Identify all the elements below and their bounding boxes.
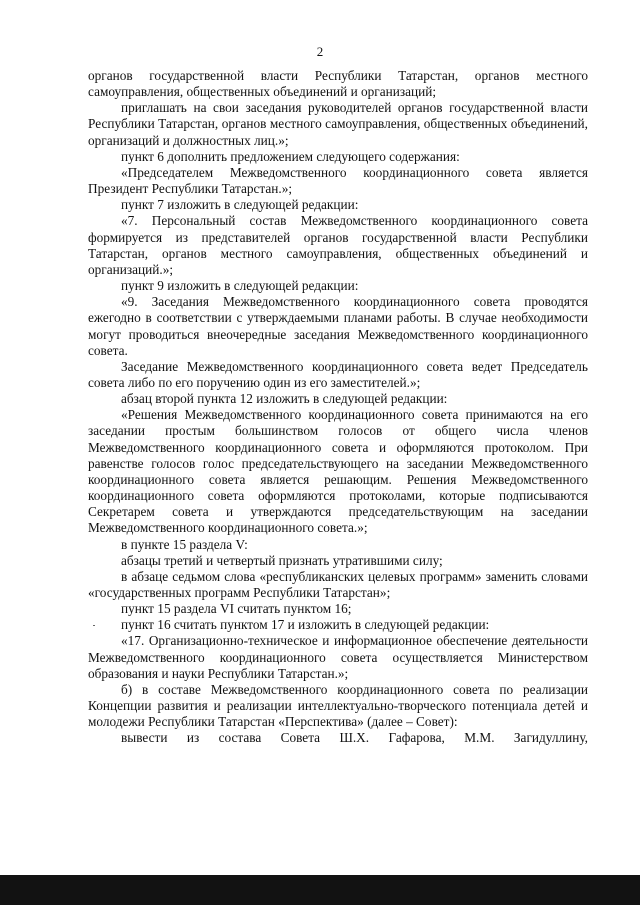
paragraph: «Решения Межведомственного координационного совета принимаются на его заседании простым большинством голосов от общего числа членов Межведомственного координационного совета и оформляются протоколом. При равенстве голосов голос председательствующего на заседании Межведомственного координационного совета является решающим. Решения Межведомственного координационного совета оформляются протоколами, которые подписываются Секретарем совета и утверждаются председательствующим на заседании Межведомственного координационного совета.»; [88, 407, 588, 536]
page-number: 2 [316, 44, 324, 59]
paragraph: пункт 15 раздела VI считать пунктом 16; [121, 601, 352, 617]
paragraph: в пункте 15 раздела V: [121, 536, 248, 552]
paragraph: «9. Заседания Межведомственного координационного совета проводятся ежегодно в соответствии с утверждаемыми планами работы. В случае необходимости могут проводиться внеочередные заседания Межведомственного координационного совета. [88, 294, 588, 358]
paragraph: в абзаце седьмом слова «республиканских целевых программ» заменить словами «государственных программ Республики Татарстан»; [88, 568, 588, 600]
paragraph: пункт 16 считать пунктом 17 и изложить в следующей редакции: [121, 617, 490, 633]
paragraph: вывести из состава Совета Ш.Х. Гафарова, М.М. Загидуллину, [121, 730, 588, 746]
paragraph: пункт 7 изложить в следующей редакции: [121, 197, 359, 213]
document-body [88, 68, 588, 747]
paragraph: «7. Персональный состав Межведомственного координационного совета формируется из представителей органов государственной власти Республики Татарстан, органов местного самоуправления, общественных объединений и организаций.»; [88, 213, 588, 277]
paragraph: абзац второй пункта 12 изложить в следующей редакции: [121, 391, 448, 407]
paragraph: «Председателем Межведомственного координационного совета является Президент Республики Татарстан.»; [88, 164, 588, 197]
paragraph: органов государственной власти Республики Татарстан, органов местного самоуправления, общественных объединений и организаций; [88, 68, 588, 100]
paragraph: Заседание Межведомственного координационного совета ведет Председатель совета либо по его поручению один из его заместителей.»; [88, 358, 588, 390]
paragraph: приглашать на свои заседания руководителей органов государственной власти Республики Татарстан, органов местного самоуправления, общественных объединений, организаций и должностных лиц.»; [88, 100, 588, 148]
paragraph: абзацы третий и четвертый признать утратившими силу; [121, 552, 443, 568]
paragraph: б) в составе Межведомственного координационного совета по реализации Концепции развития и реализации интеллектуально-творческого потенциала детей и молодежи Республики Татарстан «Перспектива» (далее – Совет): [88, 681, 588, 730]
scan-speck [93, 625, 95, 626]
paragraph: «17. Организационно-техническое и информационное обеспечение деятельности Межведомственного координационного совета осуществляется Министерством образования и науки Республики Татарстан.»; [88, 633, 588, 681]
scan-bottom-border [0, 875, 640, 905]
paragraph: пункт 9 изложить в следующей редакции: [121, 278, 359, 294]
paragraph: пункт 6 дополнить предложением следующего содержания: [121, 148, 460, 164]
